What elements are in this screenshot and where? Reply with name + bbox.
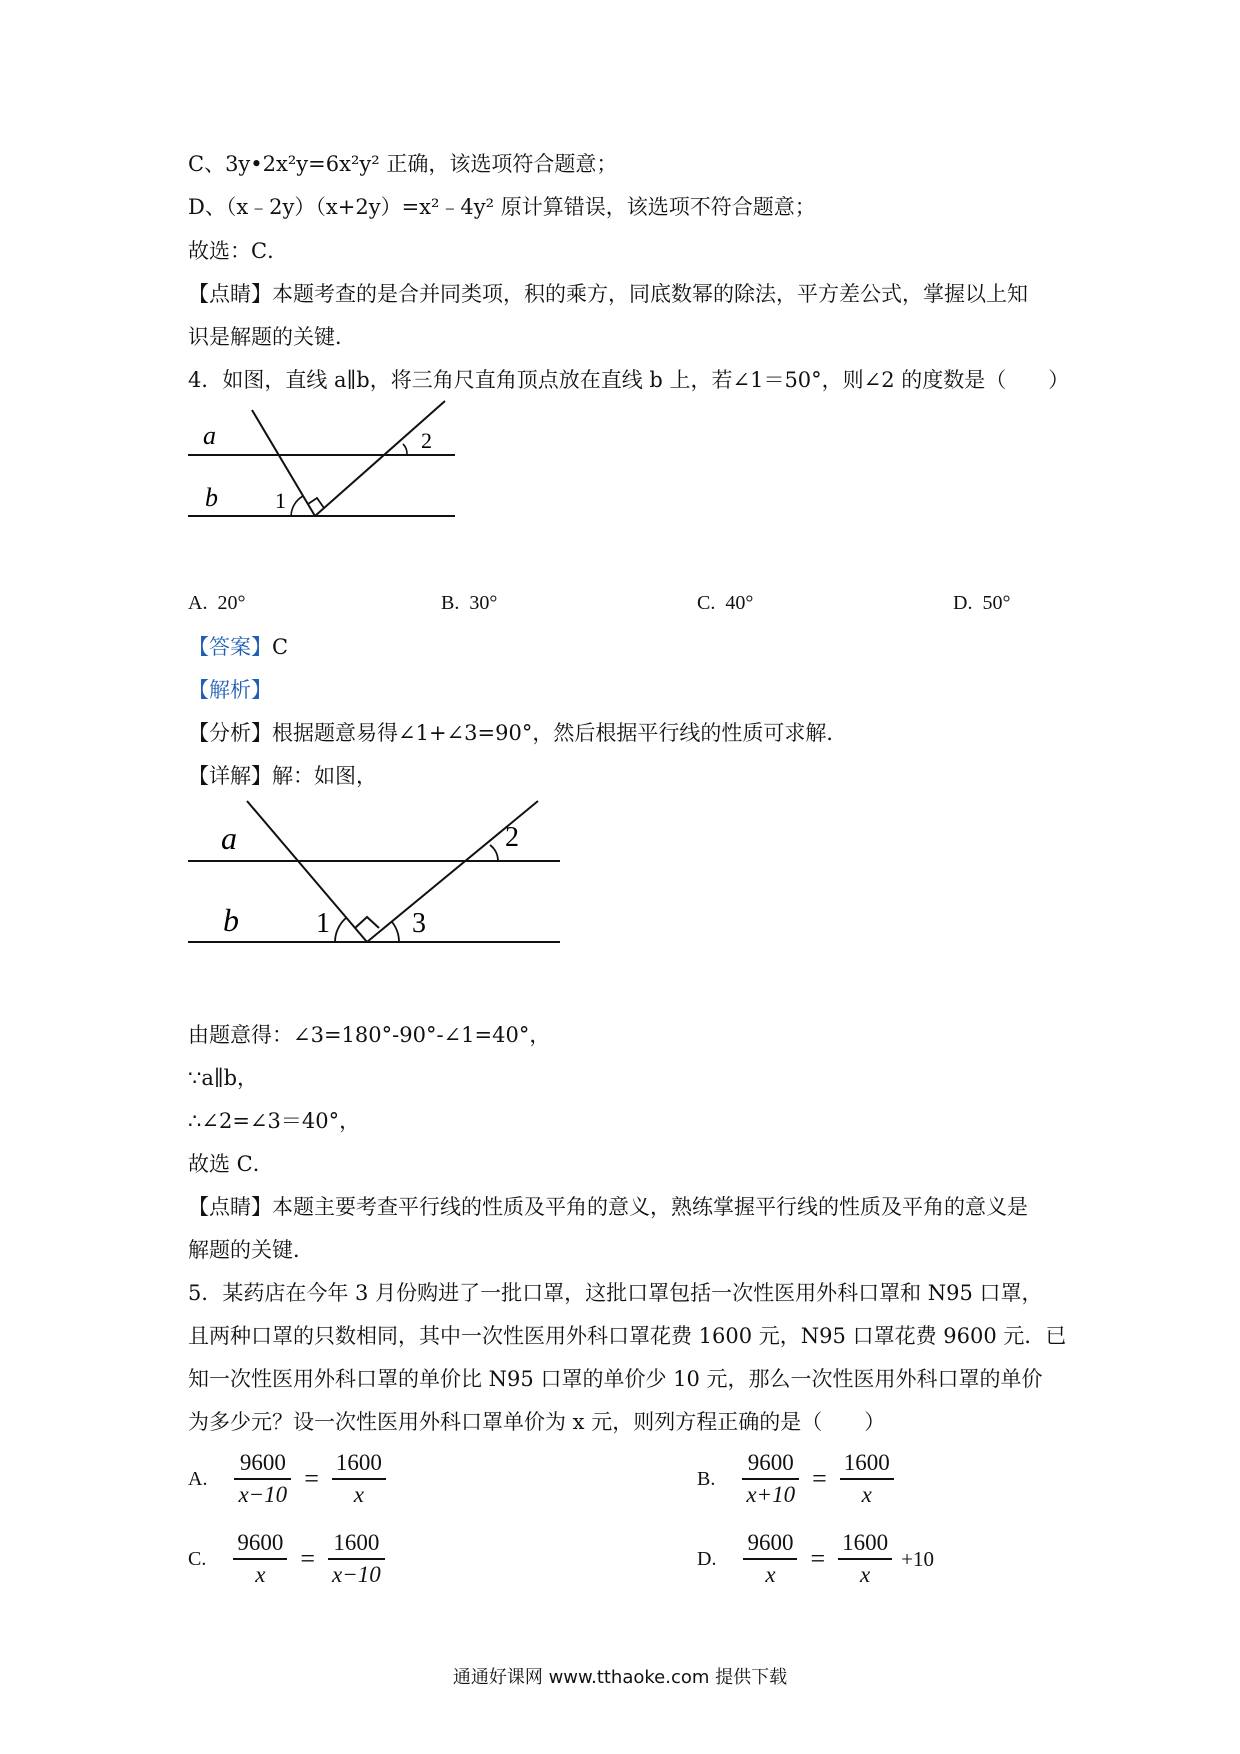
- numerator: 9600: [743, 1528, 797, 1560]
- q4-option-d: [953, 592, 1010, 615]
- right-angle-mark: [355, 917, 379, 928]
- fenxi-tag: 【分析】: [188, 721, 272, 745]
- q4-figure-2: [185, 798, 565, 948]
- option-label: A.: [188, 1467, 208, 1490]
- q4-xiangjie: [188, 762, 377, 790]
- q5-stem-1: 5．某药店在今年 3 月份购进了一批口罩，这批口罩包括一次性医用外科口罩和 N95 口罩，: [188, 1281, 1043, 1305]
- option-label: C.: [188, 1547, 207, 1570]
- denominator: x+10: [746, 1482, 796, 1507]
- option-label: C.: [697, 592, 716, 614]
- q4-answer: [188, 633, 288, 661]
- comment-text: 本题考查的是合并同类项，积的乘方，同底数幂的除法，平方差公式，掌握以上知: [272, 282, 1028, 306]
- q3-comment-cont: 识是解题的关键．: [188, 325, 356, 349]
- numerator: 1600: [328, 1528, 385, 1560]
- q5-stem-3: 知一次性医用外科口罩的单价比 N95 口罩的单价少 10 元，那么一次性医用外科口罩的单价: [188, 1367, 1043, 1391]
- xiangjie-text: 解：如图，: [272, 764, 377, 788]
- equals-sign: =: [812, 1464, 827, 1493]
- equals-sign: =: [304, 1464, 319, 1493]
- page-footer: 通通好课网 www.tthaoke.com 提供下载: [452, 1667, 788, 1688]
- q3-option-c-line: C、3y•2x²y=6x²y² 正确，该选项符合题意；: [188, 152, 618, 176]
- label-3: 3: [412, 908, 426, 939]
- numerator: 9600: [233, 1528, 287, 1560]
- option-label: B.: [441, 592, 460, 614]
- label-a: a: [221, 820, 237, 856]
- q4-option-b: [441, 592, 497, 615]
- denominator: x: [255, 1562, 266, 1587]
- denominator: x: [860, 1562, 871, 1587]
- q4-option-c: [697, 592, 753, 615]
- q3-comment: [188, 280, 1028, 308]
- angle-3-arc: [392, 922, 399, 942]
- fraction-right: [838, 1528, 892, 1590]
- q5-stem-2: 且两种口罩的只数相同，其中一次性医用外科口罩花费 1600 元，N95 口罩花费 9600 元．已: [188, 1324, 1067, 1348]
- q4-comment: [188, 1193, 1028, 1221]
- equals-sign: =: [810, 1544, 826, 1573]
- numerator: 9600: [742, 1448, 799, 1480]
- option-value: 20°: [217, 592, 246, 614]
- q4-step-2: ∵a∥b，: [188, 1066, 259, 1090]
- q4-step-1: 由题意得：∠3=180°-90°-∠1=40°，: [188, 1023, 551, 1047]
- label-b: b: [205, 483, 218, 512]
- numerator: 9600: [234, 1448, 291, 1480]
- label-1: 1: [275, 488, 286, 513]
- tail-term: +10: [901, 1546, 934, 1571]
- fraction-left: [234, 1448, 291, 1510]
- q4-choose: 故选 C．: [188, 1152, 274, 1176]
- option-label: D.: [697, 1547, 717, 1570]
- label-2: 2: [421, 428, 432, 453]
- equals-sign: =: [300, 1544, 316, 1573]
- comment-tag: 【点睛】: [188, 1195, 272, 1219]
- q5-option-d: [697, 1528, 934, 1590]
- label-b: b: [223, 902, 239, 938]
- q5-option-a: [188, 1448, 390, 1510]
- q4-fenxi: [188, 719, 847, 747]
- angle-1-arc: [335, 918, 346, 942]
- option-label: A.: [188, 592, 208, 614]
- answer-tag: 【答案】: [188, 635, 272, 659]
- option-label: B.: [697, 1467, 716, 1490]
- fraction-left: [742, 1448, 799, 1510]
- fraction-right: [332, 1448, 386, 1510]
- q5-option-c: [188, 1528, 389, 1590]
- option-value: 30°: [469, 592, 498, 614]
- q5-option-b: [697, 1448, 898, 1510]
- fraction-right: [328, 1528, 385, 1590]
- fraction-left: [743, 1528, 797, 1590]
- q4-comment-cont: 解题的关键．: [188, 1238, 314, 1262]
- label-a: a: [203, 421, 216, 450]
- numerator: 1600: [332, 1448, 386, 1480]
- comment-tag: 【点睛】: [188, 282, 272, 306]
- label-2: 2: [505, 822, 519, 853]
- q4-figure-1: [185, 398, 465, 528]
- q3-choose: 故选：C．: [188, 239, 289, 263]
- angle-2-arc: [403, 444, 407, 455]
- fenxi-text: 根据题意易得∠1+∠3=90°，然后根据平行线的性质可求解．: [272, 721, 848, 745]
- denominator: x−10: [332, 1562, 381, 1587]
- triangle-side-left: [247, 801, 367, 942]
- denominator: x: [353, 1482, 364, 1507]
- numerator: 1600: [840, 1448, 894, 1480]
- q4-option-a: [188, 592, 245, 615]
- fraction-right: [840, 1448, 894, 1510]
- q5-stem-4: 为多少元？设一次性医用外科口罩单价为 x 元，则列方程正确的是（ ）: [188, 1410, 886, 1434]
- fraction-left: [233, 1528, 287, 1590]
- option-label: D.: [953, 592, 973, 614]
- q3-option-d-line: D、（x﹣2y）（x+2y）=x²﹣4y² 原计算错误，该选项不符合题意；: [188, 195, 816, 219]
- denominator: x−10: [238, 1482, 288, 1507]
- denominator: x: [765, 1562, 776, 1587]
- q4-analysis-tag: 【解析】: [188, 678, 272, 702]
- q4-step-3: ∴∠2=∠3＝40°，: [188, 1109, 361, 1133]
- q4-stem: 4．如图，直线 a∥b，将三角尺直角顶点放在直线 b 上，若∠1＝50°，则∠2 的度数是（ ）: [188, 368, 1070, 392]
- triangle-side-right: [315, 401, 445, 516]
- option-value: 50°: [982, 592, 1011, 614]
- xiangjie-tag: 【详解】: [188, 764, 272, 788]
- comment-text: 本题主要考查平行线的性质及平角的意义，熟练掌握平行线的性质及平角的意义是: [272, 1195, 1028, 1219]
- numerator: 1600: [838, 1528, 892, 1560]
- denominator: x: [861, 1482, 872, 1507]
- angle-1-arc: [291, 496, 303, 516]
- label-1: 1: [316, 908, 330, 939]
- answer-value: C: [272, 635, 289, 659]
- option-value: 40°: [725, 592, 754, 614]
- angle-2-arc: [490, 845, 498, 861]
